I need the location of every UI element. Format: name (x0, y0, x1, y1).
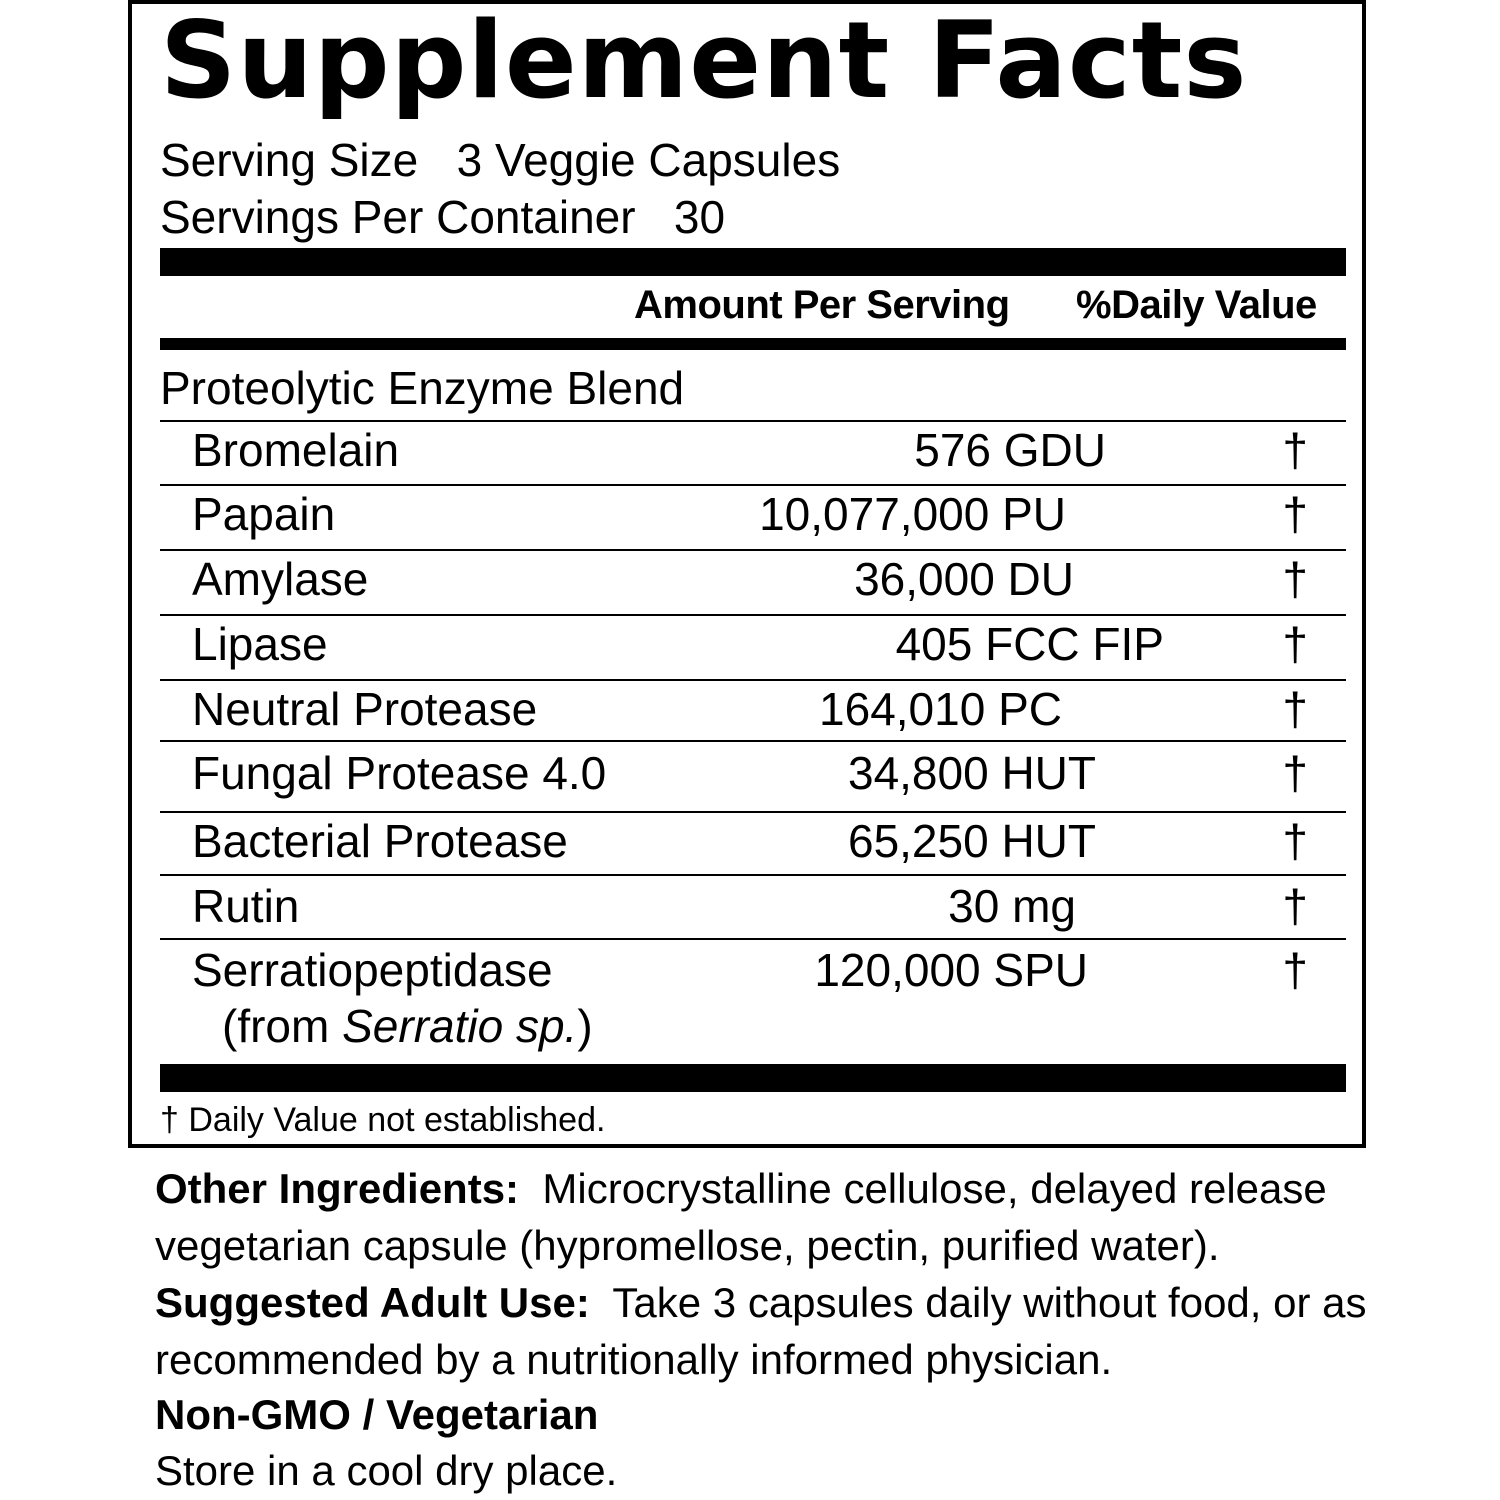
row-divider (160, 740, 1346, 742)
row-divider (160, 874, 1346, 876)
ingredient-amount: 576 GDU (914, 424, 1106, 476)
ingredient-amount: 164,010 PC (819, 683, 1062, 735)
serving-size-value: 3 Veggie Capsules (456, 134, 841, 186)
servings-per-container-value: 30 (673, 191, 726, 243)
ingredient-daily-value: † (1282, 424, 1308, 476)
ingredient-daily-value: † (1282, 880, 1308, 932)
ingredient-amount: 120,000 SPU (814, 944, 1088, 996)
ingredient-daily-value: † (1282, 944, 1308, 996)
ingredient-name: Neutral Protease (192, 683, 538, 735)
ingredient-daily-value: † (1282, 618, 1308, 670)
ingredient-amount: 10,077,000 PU (759, 488, 1066, 540)
thick-divider-header (160, 338, 1346, 350)
ingredient-source: (from Serratio sp.) (222, 1000, 593, 1052)
column-header-amount: Amount Per Serving (634, 283, 1010, 327)
storage-instructions: Store in a cool dry place. (155, 1447, 618, 1494)
ingredient-amount: 34,800 HUT (847, 747, 1096, 799)
ingredient-name: Papain (192, 488, 336, 540)
other-ingredients-label: Other Ingredients: (155, 1165, 520, 1212)
other-ingredients-text: Microcrystalline cellulose, delayed release vegetarian capsule (hypromellose, pectin, purified water). (155, 1165, 1327, 1269)
ingredient-daily-value: † (1282, 815, 1308, 867)
suggested-use-text: Take 3 capsules daily without food, or as recommended by a nutritionally informed physician. (155, 1279, 1367, 1383)
ingredient-name: Lipase (192, 618, 328, 670)
servings-per-container-label: Servings Per Container (160, 191, 636, 243)
claims (155, 1386, 1395, 1443)
ingredient-name: Serratiopeptidase (192, 944, 553, 996)
serving-size-label: Serving Size (160, 134, 419, 186)
column-header-daily-value: %Daily Value (1076, 283, 1317, 327)
ingredient-name: Fungal Protease 4.0 (192, 747, 607, 799)
ingredient-name: Bacterial Protease (192, 815, 568, 867)
servings-per-container (160, 189, 725, 245)
serving-size (160, 132, 840, 188)
row-divider (160, 484, 1346, 486)
panel-title: Supplement Facts (160, 0, 1248, 122)
row-divider (160, 938, 1346, 940)
claims-text: Non-GMO / Vegetarian (155, 1391, 599, 1438)
ingredient-amount: 36,000 DU (854, 553, 1074, 605)
footnote: † Daily Value not established. (160, 1101, 606, 1139)
ingredient-daily-value: † (1282, 553, 1308, 605)
row-divider (160, 614, 1346, 616)
ingredient-daily-value: † (1282, 683, 1308, 735)
suggested-use-label: Suggested Adult Use: (155, 1279, 590, 1326)
ingredient-name: Rutin (192, 880, 300, 932)
other-ingredients (155, 1160, 1395, 1274)
blend-name: Proteolytic Enzyme Blend (160, 362, 685, 414)
ingredient-name: Amylase (192, 553, 369, 605)
supplement-facts-panel (128, 0, 1366, 1148)
thick-divider-bottom (160, 1064, 1346, 1092)
ingredient-daily-value: † (1282, 488, 1308, 540)
suggested-use (155, 1274, 1395, 1388)
ingredient-amount: 30 mg (948, 880, 1076, 932)
thick-divider-top (160, 248, 1346, 276)
ingredient-amount: 405 FCC FIP (895, 618, 1164, 670)
ingredient-amount: 65,250 HUT (847, 815, 1096, 867)
ingredient-name: Bromelain (192, 424, 400, 476)
ingredient-daily-value: † (1282, 747, 1308, 799)
